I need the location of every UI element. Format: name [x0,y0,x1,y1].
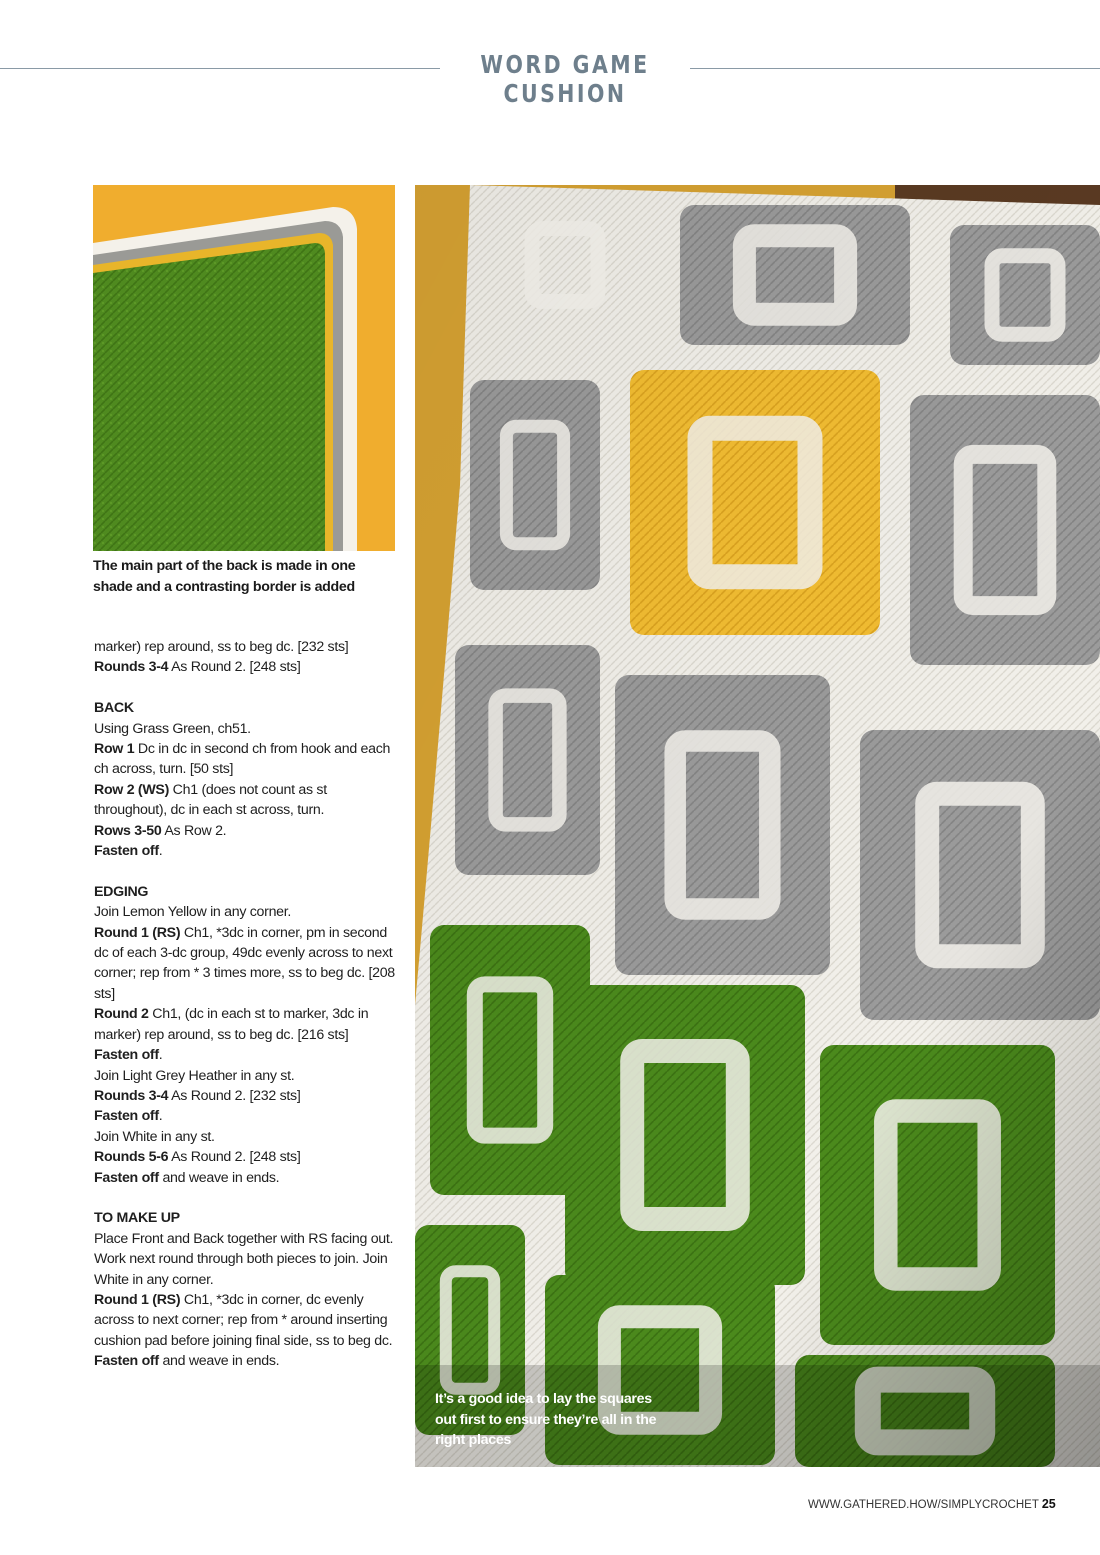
pattern-line: Fasten off. [94,1047,163,1064]
pattern-instructions [94,637,399,1372]
back-section [94,698,399,861]
pattern-line: Using Grass Green, ch51. [94,720,251,737]
cushion-front-photo [415,185,1100,1467]
pattern-line: Row 2 (WS) Ch1 (does not count as st throughout), dc in each st across, turn. [94,781,327,819]
pattern-line: Round 1 (RS) Ch1, *3dc in corner, dc evenly across to next corner; rep from * around inserting cushion pad before joining final side, ss to beg dc. [94,1291,393,1349]
pattern-line: Rounds 3-4 As Round 2. [232 sts] [94,1087,301,1104]
header-rule-right [690,68,1100,69]
pattern-line: Row 1 Dc in dc in second ch from hook and each ch across, turn. [50 sts] [94,741,391,778]
crochet-squares-illustration [415,185,1100,1467]
pattern-line: Join Lemon Yellow in any corner. [94,904,292,921]
pattern-line: Rounds 5-6 As Round 2. [248 sts] [94,1149,301,1166]
footer-url: WWW.GATHERED.HOW/SIMPLYCROCHET [808,1499,1039,1511]
section-heading: EDGING [94,883,149,900]
pattern-line: Fasten off. [94,1108,163,1125]
edging-section [94,882,399,1188]
page-title: WORD GAME CUSHION [480,50,650,108]
pattern-line: Fasten off. [94,843,163,860]
cushion-back-photo [93,185,395,551]
pattern-line: Join White in any st. [94,1128,215,1145]
section-heading: BACK [94,700,134,717]
pattern-line: marker) rep around, ss to beg dc. [232 sts] [94,639,349,655]
pattern-line: Rows 3-50 As Row 2. [94,822,227,839]
pattern-line: Round 1 (RS) Ch1, *3dc in corner, pm in second dc of each 3-dc group, 49dc evenly across to next corner; rep from * 3 times more, ss to beg dc. [208 sts] [94,924,395,1002]
pattern-line: Join Light Grey Heather in any st. [94,1067,295,1084]
pattern-line: Fasten off and weave in ends. [94,1169,280,1186]
header-rule-left [0,68,440,69]
back-photo-caption: The main part of the back is made in one shade and a contrasting border is added [93,558,356,595]
page-number: 25 [1041,1497,1056,1511]
make-up-section [94,1208,399,1371]
front-photo-caption: It’s a good idea to lay the squares out first to ensure they’re all in the right places [435,1391,657,1448]
pattern-line: Fasten off and weave in ends. [94,1353,280,1370]
section-heading: TO MAKE UP [94,1210,180,1227]
pattern-line: Place Front and Back together with RS facing out. Work next round through both pieces to join. Join White in any corner. [94,1230,394,1288]
intro-section [94,637,399,678]
footer [808,1497,1056,1511]
pattern-line: Rounds 3-4 As Round 2. [248 sts] [94,659,301,676]
pattern-line: Round 2 Ch1, (dc in each st to marker, 3dc in marker) rep around, ss to beg dc. [216 sts] [94,1006,369,1043]
